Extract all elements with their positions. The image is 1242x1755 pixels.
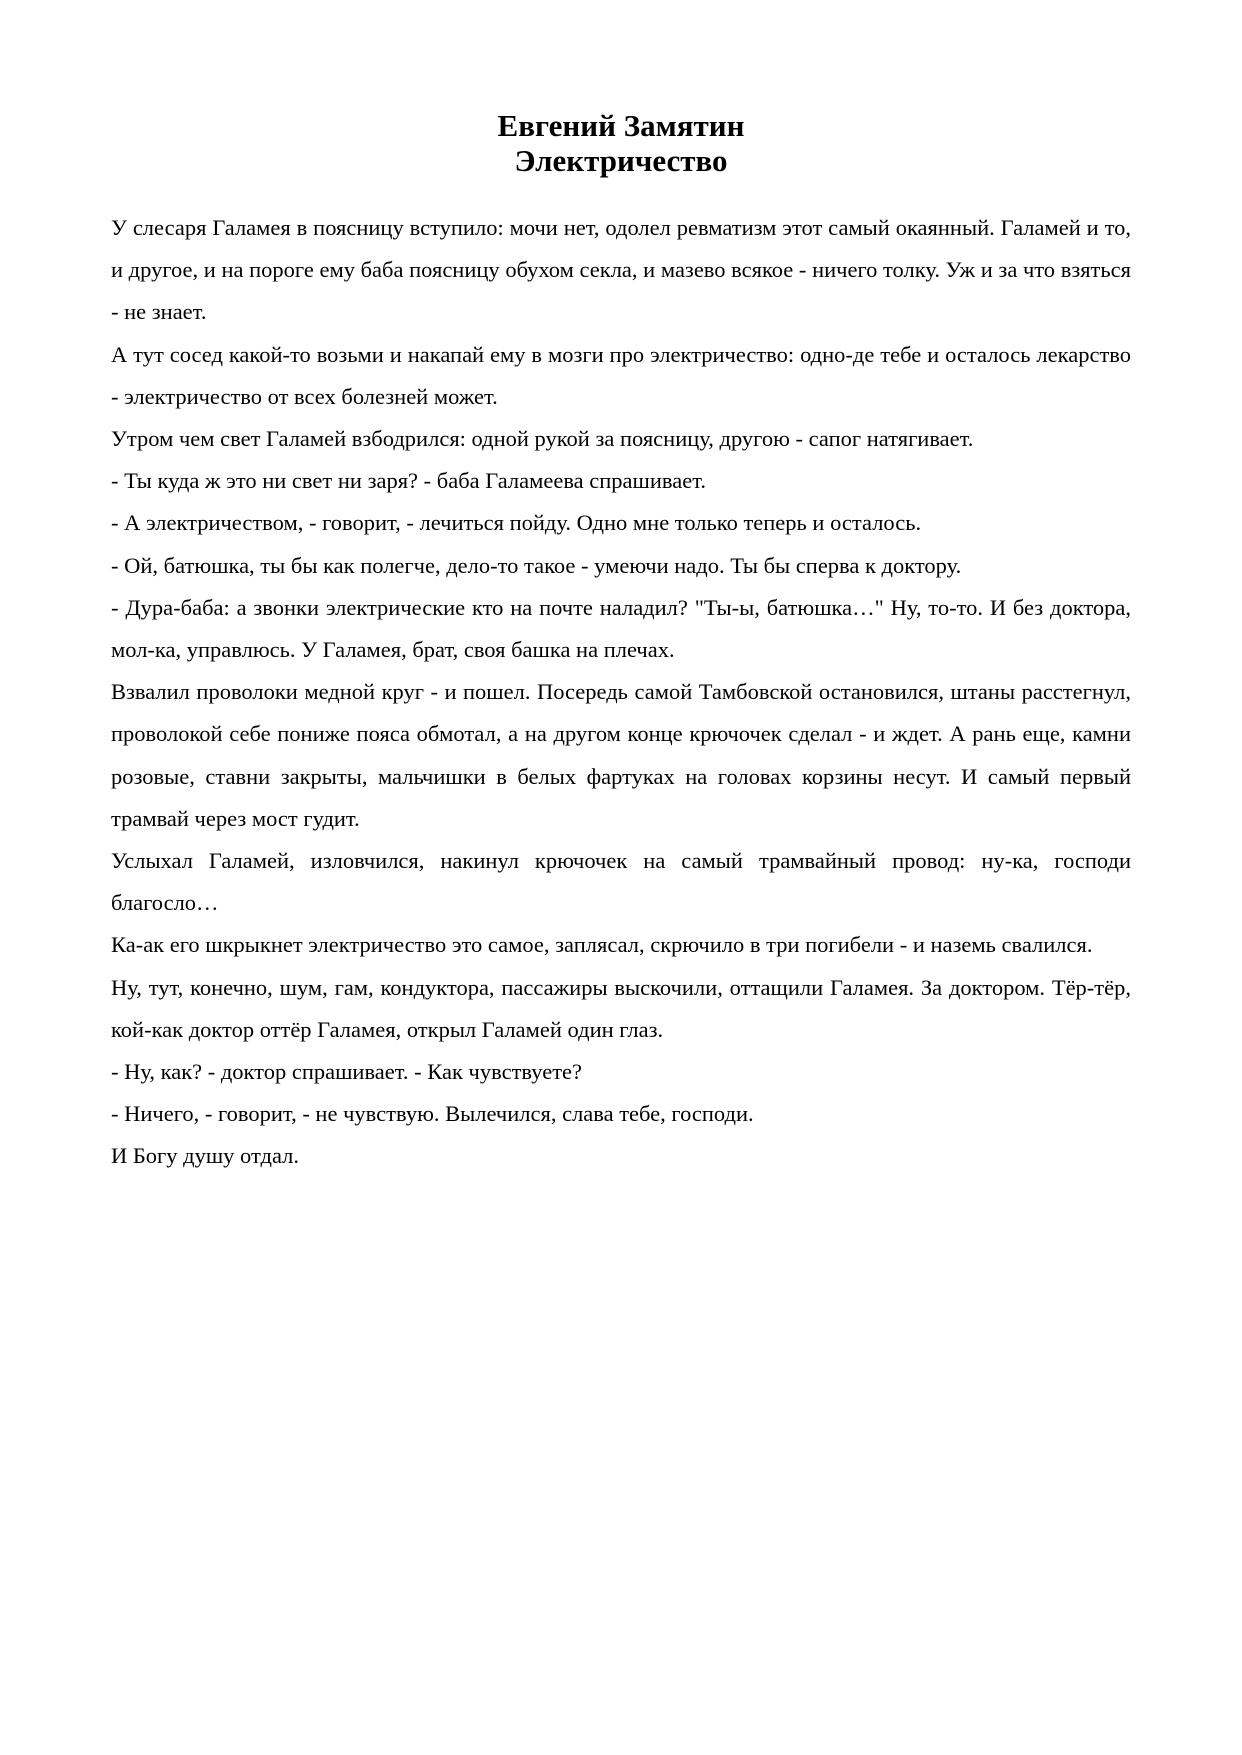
paragraph: - Ничего, - говорит, - не чувствую. Вылечился, слава тебе, господи. xyxy=(111,1101,754,1127)
paragraph: И Богу душу отдал. xyxy=(111,1143,300,1169)
author-heading: Евгений Замятин xyxy=(497,108,745,143)
paragraph: - Ты куда ж это ни свет ни заря? - баба Галамеева спрашивает. xyxy=(111,468,706,494)
paragraph: - А электричеством, - говорит, - лечиться пойду. Одно мне только теперь и осталось. xyxy=(111,510,922,536)
paragraph: Услыхал Галамей, изловчился, накинул крючочек на самый трамвайный провод: ну-ка, господи благосло… xyxy=(111,848,1131,916)
paragraph: Ну, тут, конечно, шум, гам, кондуктора, пассажиры выскочили, оттащили Галамея. За доктором. Тёр-тёр, кой-как доктор оттёр Галамея, открыл Галамей один глаз. xyxy=(111,974,1131,1042)
paragraph: Ка-ак его шкрыкнет электричество это самое, заплясал, скрючило в три погибели - и наземь свалился. xyxy=(111,932,1093,958)
paragraph: А тут сосед какой-то возьми и накапай ему в мозги про электричество: одно-де тебе и осталось лекарство - электричество от всех болезней может. xyxy=(111,341,1131,409)
paragraph: - Дура-баба: а звонки электрические кто на почте наладил? "Ты-ы, батюшка…" Ну, то-то. И без доктора, мол-ка, управлюсь. У Галамея, брат, своя башка на плечах. xyxy=(111,594,1131,663)
paragraph: Утром чем свет Галамей взбодрился: одной рукой за поясницу, другою - сапог натягивает. xyxy=(111,426,974,452)
paragraph: Взвалил проволоки медной круг - и пошел. Посередь самой Тамбовской остановился, штаны расстегнул, проволокой себе пониже пояса обмотал, а на другом конце крючочек сделал - и ждет. А рань еще, камни розовые, ставни закрыты, мальчишки в белых фартуках на головах корзины несут. И самый первый трамвай через мост гудит. xyxy=(111,679,1131,831)
title-block xyxy=(0,108,1242,178)
story-title: Электричество xyxy=(514,143,728,178)
paragraph: - Ой, батюшка, ты бы как полегче, дело-то такое - умеючи надо. Ты бы сперва к доктору. xyxy=(111,552,962,578)
story-body xyxy=(111,207,1131,1178)
paragraph: - Ну, как? - доктор спрашивает. - Как чувствуете? xyxy=(111,1059,583,1085)
paragraph: У слесаря Галамея в поясницу вступило: мочи нет, одолел ревматизм этот самый окаянный. Галамей и то, и другое, и на пороге ему баба поясницу обухом секла, и мазево всякое - ничего толку. Уж и за что взяться - не знает. xyxy=(111,215,1131,325)
